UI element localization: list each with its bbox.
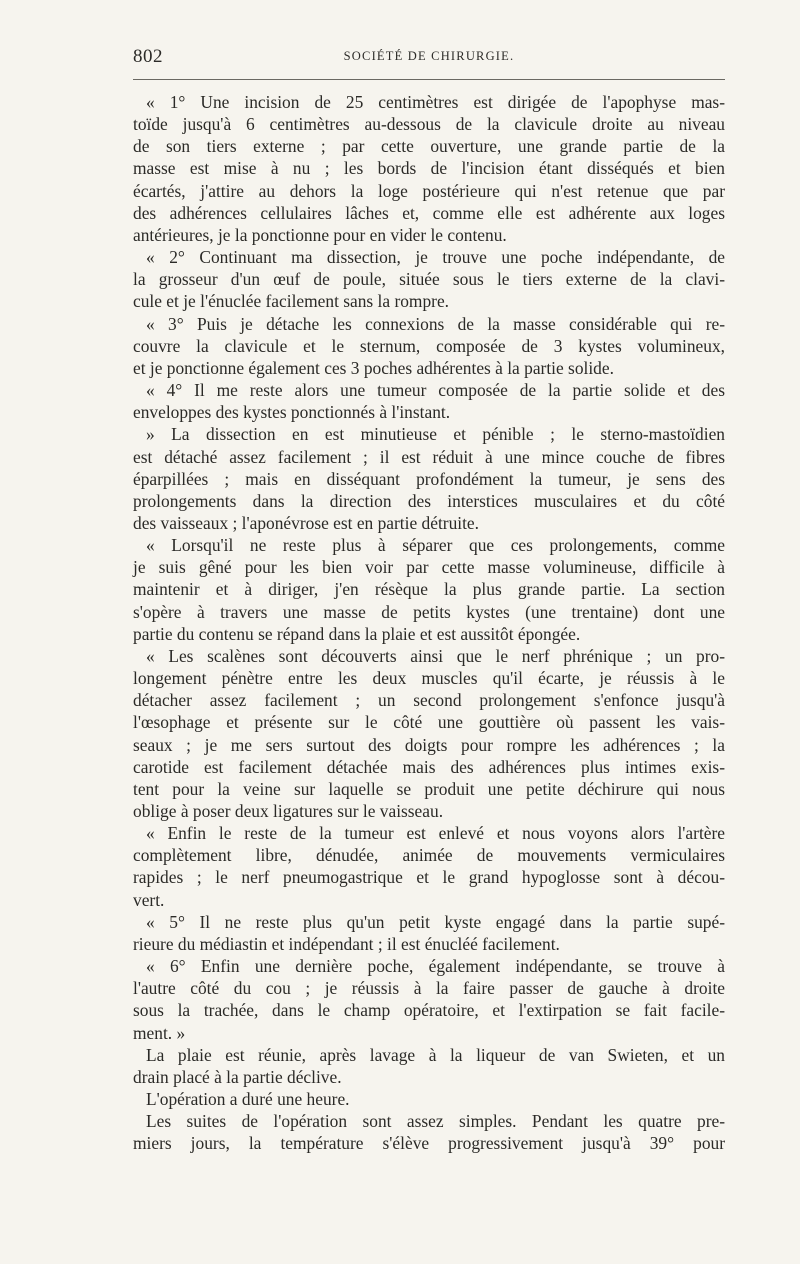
paragraph-line: cule et je l'énuclée facilement sans la rompre.	[133, 291, 450, 312]
page-header	[133, 46, 725, 76]
paragraph-line: maintenir et à diriger, j'en résèque la plus grande partie. La section	[133, 579, 725, 600]
paragraph-first-line: « 2° Continuant ma dissection, je trouve une poche indépendante, de	[146, 247, 725, 268]
paragraph-line: l'autre côté du cou ; je réussis à la faire passer de gauche à droite	[133, 978, 725, 999]
paragraph-line: des adhérences cellulaires lâches et, comme elle est adhérente aux loges	[133, 202, 725, 223]
paragraph-first-line: « 4° Il me reste alors une tumeur composée de la partie solide et des	[146, 380, 725, 401]
paragraph-line: l'œsophage et présente sur le côté une gouttière où passent les vais-	[133, 712, 725, 733]
paragraph-first-line: Les suites de l'opération sont assez simples. Pendant les quatre pre-	[146, 1111, 725, 1132]
paragraph-line: longement pénètre entre les deux muscles qu'il écarte, je réussis à le	[133, 668, 725, 689]
paragraph-line: antérieures, je la ponctionne pour en vider le contenu.	[133, 224, 507, 245]
paragraph-line: est détaché assez facilement ; il est réduit à une mince couche de fibres	[133, 446, 725, 467]
paragraph-line: complètement libre, dénudée, animée de mouvements vermiculaires	[133, 845, 725, 866]
paragraph-line: oblige à poser deux ligatures sur le vaisseau.	[133, 801, 444, 821]
paragraph-line: partie du contenu se répand dans la plaie et est aussitôt épongée.	[133, 623, 581, 644]
paragraph-line: masse est mise à nu ; les bords de l'incision étant disséqués et bien	[133, 158, 725, 179]
page-number: 802	[133, 46, 163, 67]
paragraph-first-line: « Les scalènes sont découverts ainsi que le nerf phrénique ; un pro-	[146, 645, 725, 666]
paragraph-first-line: La plaie est réunie, après lavage à la liqueur de van Swieten, et un	[146, 1044, 725, 1065]
header-rule	[133, 79, 725, 80]
paragraph-line: je suis gêné pour les bien voir par cette masse volumineuse, difficile à	[133, 557, 725, 578]
paragraph-line: détacher assez facilement ; un second prolongement s'enfonce jusqu'à	[133, 690, 725, 711]
paragraph-first-line: « 1° Une incision de 25 centimètres est dirigée de l'apophyse mas-	[146, 92, 725, 112]
paragraph-line: rapides ; le nerf pneumogastrique et le grand hypoglosse sont à décou-	[133, 867, 725, 888]
paragraph-line: miers jours, la température s'élève progressivement jusqu'à 39° pour	[133, 1133, 725, 1154]
paragraph-first-line: « Enfin le reste de la tumeur est enlevé et nous voyons alors l'artère	[146, 823, 725, 844]
paragraph-line: toïde jusqu'à 6 centimètres au-dessous de la clavicule droite au niveau	[133, 114, 725, 135]
paragraph-line: et je ponctionne également ces 3 poches adhérentes à la partie solide.	[133, 357, 614, 378]
paragraph-line: ment. »	[133, 1022, 186, 1043]
paragraph-line: couvre la clavicule et le sternum, composée de 3 kystes volumineux,	[133, 335, 725, 356]
paragraph-line: écartés, j'attire au dehors la loge postérieure qui n'est retenue que par	[133, 180, 725, 201]
paragraph-line: s'opère à travers une masse de petits kystes (une trentaine) dont une	[133, 601, 725, 622]
paragraph-line: sous la trachée, dans le champ opératoire, et l'extirpation se fait facile-	[133, 1000, 725, 1021]
paragraph-line: vert.	[133, 889, 165, 910]
paragraph-line: de son tiers externe ; par cette ouverture, une grande partie de la	[133, 136, 725, 157]
paragraph-line: éparpillées ; mais en disséquant profondément la tumeur, je sens des	[133, 468, 725, 489]
paragraph-first-line: L'opération a duré une heure.	[146, 1089, 350, 1110]
paragraph-line: seaux ; je me sers surtout des doigts pour rompre les adhérences ; la	[133, 734, 725, 755]
running-title: SOCIÉTÉ DE CHIRURGIE.	[343, 49, 515, 63]
paragraph-line: la grosseur d'un œuf de poule, située sous le tiers externe de la clavi-	[133, 269, 725, 290]
paragraph-line: enveloppes des kystes ponctionnés à l'instant.	[133, 402, 451, 423]
paragraph-line: prolongements dans la direction des interstices musculaires et du côté	[133, 490, 725, 511]
paragraph-line: carotide est facilement détachée mais des adhérences plus intimes exis-	[133, 756, 725, 777]
paragraph-line: des vaisseaux ; l'aponévrose est en partie détruite.	[133, 512, 479, 533]
paragraph-line: drain placé à la partie déclive.	[133, 1066, 342, 1087]
paragraph-first-line: « 5° Il ne reste plus qu'un petit kyste engagé dans la partie supé-	[146, 911, 725, 932]
paragraph-first-line: » La dissection en est minutieuse et pénible ; le sterno-mastoïdien	[146, 424, 725, 445]
paragraph-first-line: « Lorsqu'il ne reste plus à séparer que ces prolongements, comme	[146, 535, 725, 556]
body-text	[133, 91, 725, 1155]
paragraph-first-line: « 3° Puis je détache les connexions de la masse considérable qui re-	[146, 313, 725, 334]
paragraph-line: tent pour la veine sur laquelle se produit une petite déchirure qui nous	[133, 778, 725, 799]
paragraph-line: rieure du médiastin et indépendant ; il est énucléé facilement.	[133, 933, 560, 954]
paragraph-first-line: « 6° Enfin une dernière poche, également indépendante, se trouve à	[146, 956, 725, 977]
